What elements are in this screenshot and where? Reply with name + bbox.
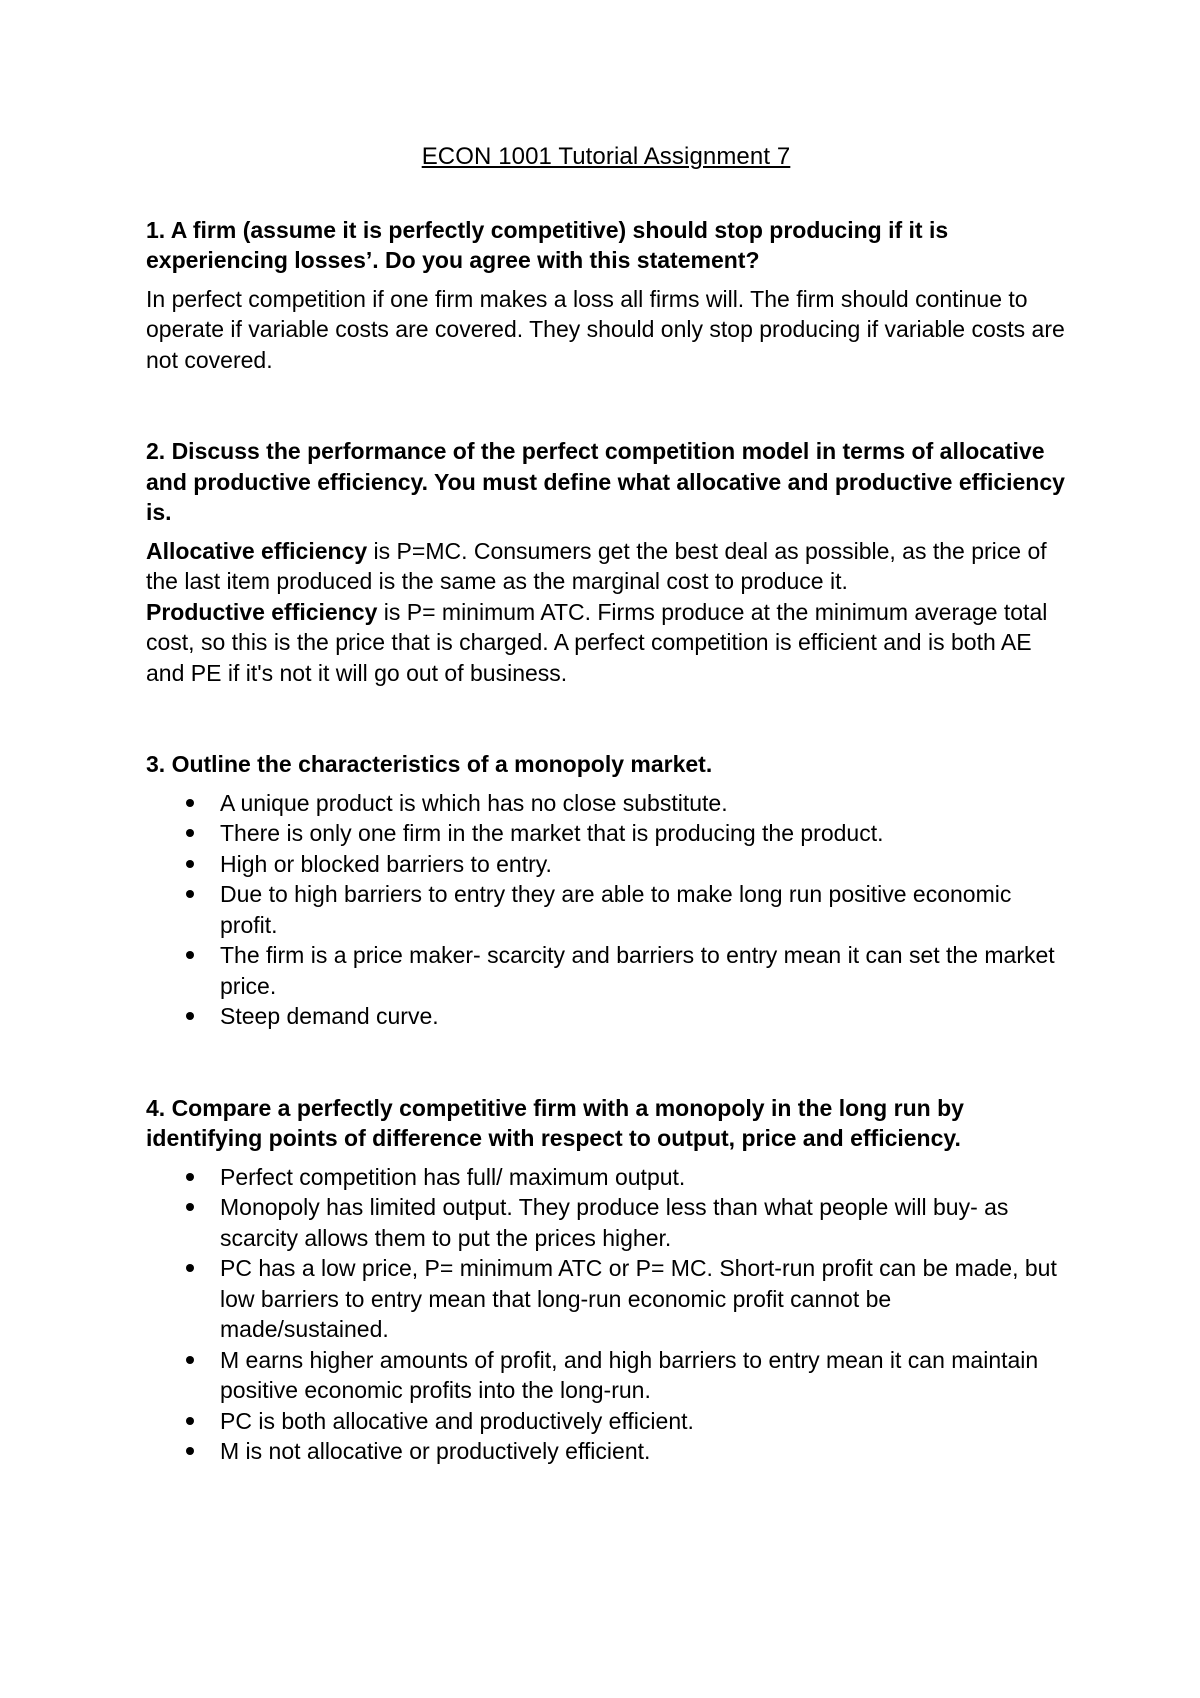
comparison-list: [146, 1162, 1066, 1467]
productive-efficiency-text: is P= minimum ATC. Firms produce at the minimum average total cost, so this is the price that is charged. A perfect competition is efficient and is both AE and PE if it's not it will go out of business.: [146, 598, 1048, 686]
list-item: Perfect competition has full/ maximum output.: [146, 1162, 1066, 1193]
section-spacer: [146, 1032, 1066, 1093]
list-item: High or blocked barriers to entry.: [146, 849, 1066, 880]
allocative-efficiency-paragraph: [146, 536, 1066, 597]
list-item: Due to high barriers to entry they are able to make long run positive economic profit.: [146, 879, 1066, 940]
document-title: ECON 1001 Tutorial Assignment 7: [421, 143, 791, 170]
question-4-section: [146, 1093, 1066, 1467]
list-item: Monopoly has limited output. They produce less than what people will buy- as scarcity allows them to put the prices higher.: [146, 1192, 1066, 1253]
allocative-efficiency-text: is P=MC. Consumers get the best deal as possible, as the price of the last item produced is the same as the marginal cost to produce it.: [146, 537, 1047, 594]
question-4-heading: 4. Compare a perfectly competitive firm with a monopoly in the long run by identifying points of difference with respect to output, price and efficiency.: [146, 1094, 964, 1151]
section-spacer: [146, 375, 1066, 436]
monopoly-characteristics-list: [146, 788, 1066, 1032]
list-item: There is only one firm in the market that is producing the product.: [146, 818, 1066, 849]
productive-efficiency-paragraph: [146, 597, 1066, 689]
question-2-heading: 2. Discuss the performance of the perfect competition model in terms of allocative and productive efficiency. You must define what allocative and productive efficiency is.: [146, 438, 1065, 525]
list-item: PC has a low price, P= minimum ATC or P= MC. Short-run profit can be made, but low barriers to entry mean that long-run economic profit cannot be made/sustained.: [146, 1253, 1066, 1345]
allocative-efficiency-term: Allocative efficiency: [146, 537, 368, 564]
question-1-answer: In perfect competition if one firm makes a loss all firms will. The firm should continue to operate if variable costs are covered. They should only stop producing if variable costs are not covered.: [146, 285, 1065, 373]
productive-efficiency-term: Productive efficiency: [146, 598, 378, 625]
list-item: A unique product is which has no close substitute.: [146, 788, 1066, 819]
question-1-section: [146, 215, 1066, 376]
list-item: PC is both allocative and productively efficient.: [146, 1406, 1066, 1437]
document-content: [146, 142, 1066, 1467]
question-2-section: [146, 436, 1066, 688]
question-3-heading: 3. Outline the characteristics of a monopoly market.: [146, 751, 713, 777]
question-1-heading: 1. A firm (assume it is perfectly competitive) should stop producing if it is experiencing losses’. Do you agree with this statement?: [146, 216, 949, 273]
list-item: M is not allocative or productively efficient.: [146, 1436, 1066, 1467]
list-item: M earns higher amounts of profit, and high barriers to entry mean it can maintain positive economic profits into the long-run.: [146, 1345, 1066, 1406]
question-3-section: [146, 749, 1066, 1032]
list-item: Steep demand curve.: [146, 1001, 1066, 1032]
section-spacer: [146, 688, 1066, 749]
list-item: The firm is a price maker- scarcity and barriers to entry mean it can set the market price.: [146, 940, 1066, 1001]
